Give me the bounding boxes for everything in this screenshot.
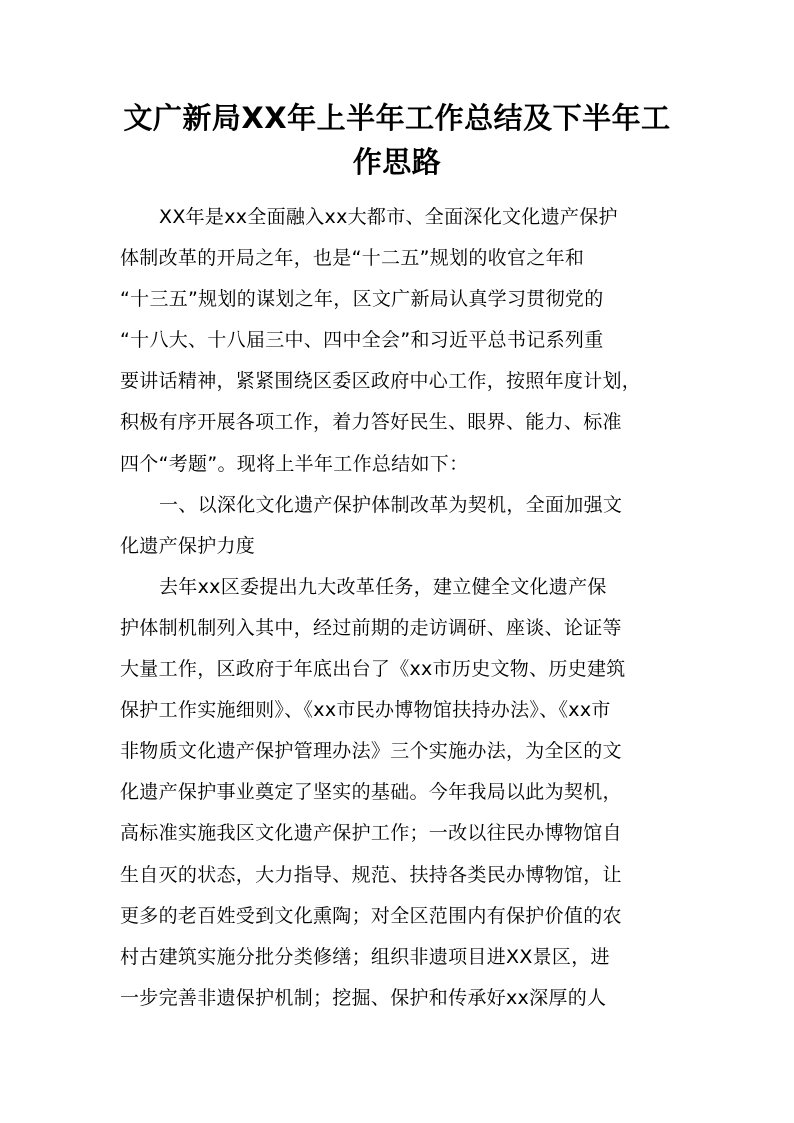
- title-line: 作思路: [352, 145, 442, 179]
- paragraph-line: 一步完善非遗保护机制；挖掘、保护和传承好xx深厚的人: [120, 986, 607, 1009]
- paragraph-line: 要讲话精神，紧紧围绕区委区政府中心工作，按照年度计划，: [120, 370, 642, 393]
- paragraph-line: XX年是xx全面融入xx大都市、全面深化文化遗产保护: [159, 206, 618, 228]
- document-title: [110, 96, 684, 184]
- paragraph-line: “十三五”规划的谋划之年，区文广新局认真学习贯彻党的: [120, 288, 604, 311]
- paragraph-line: 大量工作，区政府于年底出台了《xx市历史文物、历史建筑: [120, 658, 626, 681]
- paragraph-line: 非物质文化遗产保护管理办法》三个实施办法，为全区的文: [120, 740, 622, 763]
- paragraph-line: “十八大、十八届三中、四中全会”和习近平总书记系列重: [120, 329, 604, 352]
- paragraph-line: 护体制机制列入其中，经过前期的走访调研、座谈、论证等: [120, 616, 622, 639]
- paragraph-line: 积极有序开展各项工作，着力答好民生、眼界、能力、标准: [120, 411, 622, 434]
- paragraph-line: 保护工作实施细则》、《xx市民办博物馆扶持办法》、《xx市: [120, 699, 611, 722]
- paragraph-line: 村古建筑实施分批分类修缮；组织非遗项目进XX景区，进: [120, 945, 610, 968]
- paragraph-line: 高标准实施我区文化遗产保护工作；一改以往民办博物馆自: [120, 822, 622, 845]
- paragraph-line: 更多的老百姓受到文化熏陶；对全区范围内有保护价值的农: [120, 904, 622, 927]
- document-body: [120, 197, 680, 1019]
- paragraph-line: 四个“考题”。现将上半年工作总结如下：: [120, 452, 469, 475]
- paragraph-line: 体制改革的开局之年，也是“十二五”规划的收官之年和: [120, 247, 585, 270]
- paragraph-line: 去年xx区委提出九大改革任务，建立健全文化遗产保: [159, 575, 607, 598]
- paragraph-line: 生自灭的状态，大力指导、规范、扶持各类民办博物馆，让: [120, 863, 622, 886]
- paragraph-line: 化遗产保护事业奠定了坚实的基础。今年我局以此为契机，: [120, 781, 622, 804]
- title-line: 文广新局XX年上半年工作总结及下半年工: [123, 101, 671, 135]
- section-heading-line: 一、以深化文化遗产保护体制改革为契机，全面加强文: [159, 493, 623, 516]
- section-heading-line: 化遗产保护力度: [120, 534, 256, 557]
